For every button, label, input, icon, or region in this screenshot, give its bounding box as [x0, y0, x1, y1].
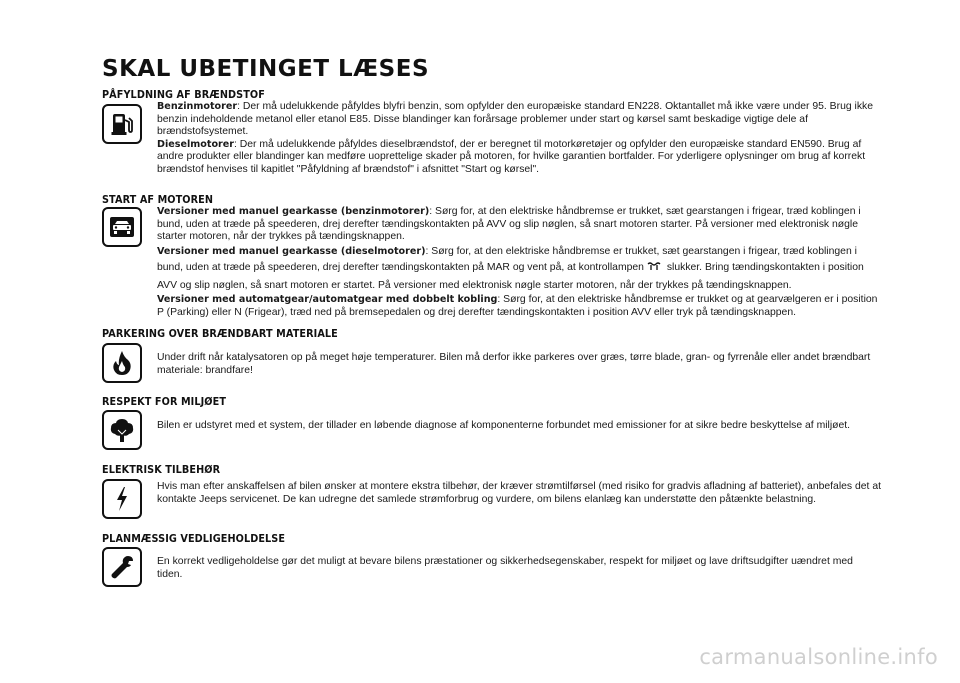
paragraph [157, 244, 881, 295]
section-title-engine-start: START AF MOTOREN [102, 193, 214, 206]
paragraph [157, 352, 881, 377]
paragraph [157, 139, 881, 177]
section-body-electrical [157, 481, 881, 506]
paragraph-text: Hvis man efter anskaffelsen af bilen ønsker at montere ekstra tilbehør, der kræver strømtilførsel (med risiko for gradvis afladning af batteriet), anbefales det at kontakte Jeeps servicenet. De kan udregne det samlede strømforbrug og vurdere, om bilens elanlæg kan understøtte den påtænkte belastning. [157, 481, 881, 505]
paragraph-text-after: slukker. Bring tændingskontakten i position AVV og slip nøglen, så snart motoren er startet. På versioner med elektronisk nøgle starter motoren, når der trykkes på tændingsknappen. [157, 262, 864, 291]
paragraph [157, 294, 881, 319]
tree-icon [102, 410, 142, 450]
paragraph-text: En korrekt vedligeholdelse gør det muligt at bevare bilens præstationer og sikkerhedsegenskaber, respekt for miljøet og lave driftsudgifter uændret med tiden. [157, 556, 853, 580]
paragraph-text: Bilen er udstyret med et system, der tillader en løbende diagnose af komponenterne forbundet med emissioner for at sikre bedre beskyttelse af miljøet. [157, 420, 851, 431]
paragraph-lead: Versioner med automatgear/automatgear med dobbelt kobling [157, 294, 498, 305]
paragraph-text: : Der må udelukkende påfyldes dieselbrændstof, der er beregnet til motorkøretøjer og opfylder den europæiske standard EN590. Brug af andre produkter eller blandinger kan medføre uoprettelige skader på motoren, for hvilke garantien bortfalder. For yderligere oplysninger om brug af korrekt brændstof henvises til kapitlet "Påfyldning af brændstof" i afsnittet "Start og kørsel". [157, 138, 866, 175]
section-title-parking: PARKERING OVER BRÆNDBART MATERIALE [102, 327, 338, 340]
paragraph-text: : Sørg for, at den elektriske håndbremse er trukket, sæt gearstangen i frigear, træd koblingen i bund, uden at træde på speederen, drej derefter tændingskontakten på MAR og vent på, at kontrollampen [157, 245, 857, 273]
car-icon [102, 207, 142, 247]
paragraph [157, 481, 881, 506]
paragraph [157, 101, 881, 139]
paragraph-lead: Versioner med manuel gearkasse (benzinmotorer) [157, 206, 430, 217]
fire-icon [102, 343, 142, 383]
paragraph-lead: Benzinmotorer [157, 101, 238, 112]
paragraph-lead: Versioner med manuel gearkasse (dieselmotorer) [157, 245, 426, 257]
paragraph [157, 206, 881, 244]
paragraph-text: : Sørg for, at den elektriske håndbremse er trukket og at gearvælgeren er i position P (Parking) eller N (Frigear), træd ned på bremsepedalen og drej derefter tændingskontakten i position AVV eller tryk på tændingsknappen. [157, 294, 878, 318]
section-title-environment: RESPEKT FOR MILJØET [102, 395, 227, 408]
section-body-environment [157, 420, 881, 433]
watermark: carmanualsonline.info [699, 645, 938, 669]
paragraph-text: : Sørg for, at den elektriske håndbremse er trukket, sæt gearstangen i frigear, træd koblingen i bund, uden at træde på speederen, drej derefter tændingskontakten på AVV og slip nøglen, så snart motoren starter. På versioner med elektronisk nøgle starter motoren, når der trykkes på tændingsknappen. [157, 206, 861, 242]
section-title-fuel: PÅFYLDNING AF BRÆNDSTOF [102, 88, 265, 101]
paragraph [157, 420, 881, 433]
page-title: SKAL UBETINGET LÆSES [102, 56, 430, 82]
fuel-pump-icon [102, 104, 142, 144]
paragraph-text: Under drift når katalysatoren op på meget høje temperaturer. Bilen må derfor ikke parkeres over græs, tørre blade, gran- og fyrrenåle eller andet brændbart materiale: brandfare! [157, 352, 871, 376]
paragraph-text: : Der må udelukkende påfyldes blyfri benzin, som opfylder den europæiske standard EN228. Oktantallet må ikke være under 95. Brug ikke benzin indeholdende metanol eller etanol E85. Disse blandinger kan forårsage problemer under start og kørsel samt beskadige vigtige dele af brændstofsystemet. [157, 101, 873, 137]
lightning-icon [102, 479, 142, 519]
paragraph-lead: Dieselmotorer [157, 138, 234, 150]
wrench-icon [102, 547, 142, 587]
section-body-parking [157, 352, 881, 377]
section-body-engine-start [157, 206, 881, 319]
section-title-maintenance: PLANMÆSSIG VEDLIGEHOLDELSE [102, 532, 286, 545]
paragraph [157, 556, 881, 581]
section-body-fuel [157, 101, 881, 176]
section-title-electrical: ELEKTRISK TILBEHØR [102, 463, 221, 476]
section-body-maintenance [157, 556, 881, 581]
glow-plug-icon [646, 261, 662, 278]
